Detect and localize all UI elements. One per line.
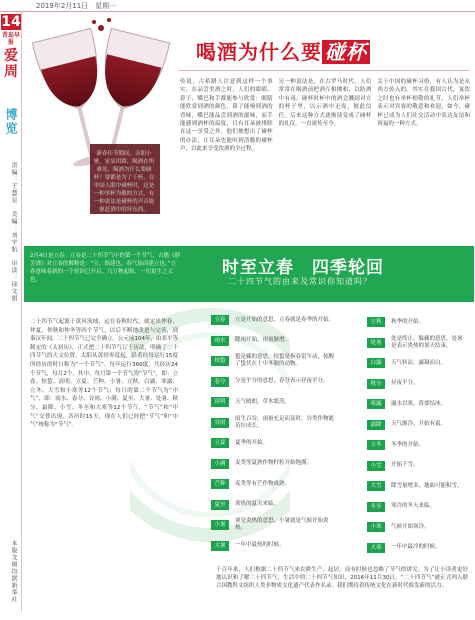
term-row (211, 495, 336, 516)
term-row (367, 394, 467, 415)
term-row (367, 538, 467, 559)
term-row (211, 474, 336, 495)
term-desc: 麦类等夏熟作物籽粒开始饱满。 (235, 460, 313, 467)
term-desc: 寒冷的冬天来临。 (391, 503, 436, 510)
term-desc: 麦类等有芒作物成熟。 (235, 480, 291, 487)
wine-quote: 新春佳节期间，亲朋小聚，家宴团圆，喝酒在所难免。喝酒为什么要碰杯？要都是为了干杯，在中国人眼中碰杯时，这是一种举杯为敬的方式，有一种说法是碰杯的声音能驱赶酒中的坏东西。 (93, 151, 155, 213)
term-badge: 白露 (367, 358, 385, 368)
solar-intro: 2月4日是立春。立春是二十四节气中的第一个节气，古籍《群芳谱》对立春的解释是：“立，始建也。春气始而建立也。”立春意味着新的一个轮回已开启，乃万物起始、一切更生之义也。 (30, 253, 181, 283)
term-row (211, 310, 336, 331)
term-desc: 一年中最热的时候。 (235, 542, 285, 549)
page-header (0, 0, 475, 12)
solar-subtitle: 二十四节气的由来及常识你知道吗？ (228, 277, 372, 286)
term-row (367, 497, 467, 518)
term-desc: 天气渐冷，开始有霜。 (391, 421, 447, 428)
term-desc: 暑是炎热的意思，小暑就是气候开始炎热。 (235, 518, 329, 532)
solar-title: 时至立春 四季轮回 (222, 258, 384, 278)
term-row (367, 476, 467, 497)
term-desc: 降雪量增多，地面可能积雪。 (391, 482, 463, 489)
term-badge: 大暑 (211, 541, 229, 551)
term-row (211, 413, 336, 434)
term-desc: 处是终止、躲藏的意思，处暑是表示炎热的暑天结束。 (391, 335, 463, 349)
term-row (211, 392, 336, 413)
term-desc: 蛰是藏的意思，惊蛰是指春雷乍动，惊醒了蛰伏在土中冬眠的动物。 (235, 354, 335, 368)
term-desc: 天气转凉，露凝而白。 (391, 359, 447, 366)
side-column (0, 12, 22, 620)
term-desc: 夏季的开始。 (235, 439, 269, 446)
term-row (211, 433, 336, 454)
term-row (211, 454, 336, 475)
term-desc: 降雨开始，雨量渐增。 (235, 337, 291, 344)
term-badge: 雨水 (211, 336, 229, 346)
article-title-accent: 碰杯 (322, 40, 370, 64)
term-desc: 分是平分的意思，春分表示昼夜平分。 (235, 378, 329, 385)
term-row (211, 515, 336, 536)
article-title (196, 36, 436, 65)
term-desc: 气候开始寒冷。 (391, 523, 430, 530)
term-badge: 冬至 (367, 502, 385, 512)
term-row (211, 351, 336, 372)
term-desc: 昼夜平分。 (391, 380, 419, 387)
term-row (367, 312, 467, 333)
article-title-prefix: 喝酒为什么要 (196, 40, 322, 64)
term-row (367, 435, 467, 456)
term-badge: 清明 (211, 397, 229, 407)
term-desc: 秋季的开始。 (391, 318, 425, 325)
term-badge: 春分 (211, 377, 229, 387)
solar-terms-right (367, 312, 467, 558)
term-desc: 露水以寒，将要结冰。 (391, 400, 447, 407)
term-badge: 立夏 (211, 438, 229, 448)
section-logo: 爱周 (4, 48, 18, 80)
term-badge: 夏至 (211, 500, 229, 510)
term-row (367, 374, 467, 395)
term-row (367, 415, 467, 436)
term-row (211, 372, 336, 393)
term-desc: 冬季的开始。 (391, 441, 425, 448)
term-badge: 大雪 (367, 481, 385, 491)
term-badge: 立冬 (367, 440, 385, 450)
term-badge: 寒露 (367, 399, 385, 409)
article-column-2: 另一种说法是，在古罗马时代，人们常常在喝酒前把酒互相掺和，以防酒中有毒。碰杯时杯中的酒会溅到对方的杯子里，以示酒中无毒，彼此信任。后来这种方式逐渐演变成了碰杯的礼仪，一直流传至今。 (278, 79, 372, 128)
term-row (367, 517, 467, 538)
term-badge: 立秋 (367, 317, 385, 327)
term-badge: 霜降 (367, 420, 385, 430)
term-desc: 立是开始的意思，立春就是春季的开始。 (235, 316, 335, 323)
article-column-3: 关于中国的碰杯习俗，有人认为是从西方传入的。其实在我国古代，宴饮之时也有举杯相敬的礼节，人们举杯表示对宾客的敬意和欢迎，如今，碰杯已成为人们社交活动中表达友谊和祝福的一种方式。 (377, 79, 471, 128)
publisher-note: 本版文图均据新华社 (10, 540, 17, 603)
solar-body: 二十四节气起源于黄河流域，远在春秋时代，就定出仲春、仲夏、仲秋和仲冬等四个节气。以后不断地改进与完善，到秦汉年间，二十四节气已完全确立。公元前104年，由邓平等制定的《太初历》，正式把二十四节气订于历法，明确了二十四节气的天文位置。太阳从黄经零度起，沿黄经每运行15度所经历的时日称为“一个节气”。每年运行360度，共经历24个节气，每月2个。其中，每月第一个节气为“节气”，即：立春、惊蛰、清明、立夏、芒种、小暑、立秋、白露、寒露、立冬、大雪和小寒等12个节气；每月的第二个节气为“中气”，即：雨水、春分、谷雨、小满、夏至、大暑、处暑、秋分、霜降、小雪、冬至和大寒等12个节气。“节气”和“中气”交替出现，各历时15天，现在人们已经把“节气”和“中气”统称为“节气”。 (30, 319, 178, 429)
term-row (211, 536, 336, 557)
term-desc: 一年中最冷的时候。 (391, 544, 441, 551)
term-badge: 芒种 (211, 479, 229, 489)
term-row (367, 353, 467, 374)
solar-footnote: 千百年来，人们根据二十四节气来农耕生产、起居，而有时候也忽略了节气的讲究。为了让小读者更好地认识和了解二十四节气，生活中的二十四节气知识，2016年11月30日，“二十四节气”被正式列入联合国教科文组织人类非物质文化遗产代表作名录。我们期待着传统文化在新时代焕发新的活力。 (216, 567, 468, 589)
term-badge: 惊蛰 (211, 356, 229, 366)
term-badge: 小寒 (367, 522, 385, 532)
term-badge: 小暑 (211, 520, 229, 530)
term-desc: 天气晴朗，草木繁茂。 (235, 398, 291, 405)
article-body (180, 78, 470, 240)
term-badge: 谷雨 (211, 418, 229, 428)
term-badge: 小雪 (367, 461, 385, 471)
staff-credits: 责编：王慧星 美编：刘宇航 审读：徐文娟 (10, 162, 17, 302)
section-name: 博览 (4, 108, 18, 136)
term-badge: 小满 (211, 459, 229, 469)
term-desc: 开始下雪。 (391, 462, 419, 469)
page-number: 14 (1, 14, 21, 30)
term-badge: 大寒 (367, 543, 385, 553)
article-column-1: 传说，古希腊人注意到这样一个事实，在品尝美酒之时，人们的眼睛、鼻子、嘴巴和手都能参与欣赏：眼睛能欣赏到酒的颜色，鼻子能嗅到酒的香味，嘴巴能品尝到酒的滋味，而手能感到酒杯的温度，只有耳朵被排除在这一享受之外。他们便想出了碰杯的办法，让耳朵也能听到清脆的碰杯声，以此来享受饮酒的全过程。 (180, 79, 273, 153)
solar-terms-left (211, 310, 336, 556)
term-row (211, 331, 336, 352)
term-row (367, 333, 467, 354)
title-divider (178, 70, 470, 71)
term-badge: 立春 (211, 315, 229, 325)
term-row (367, 456, 467, 477)
term-badge: 秋分 (367, 379, 385, 389)
term-desc: 雨生百谷，雨量充足而及时，谷类作物能茁壮成长。 (235, 415, 335, 429)
term-desc: 炎热的夏天来临。 (235, 501, 280, 508)
term-badge: 处暑 (367, 338, 385, 348)
side-divider (21, 12, 22, 612)
paper-tag: 青岛早报 (1, 32, 20, 46)
header-date: 2019年2月11日 星期一 (36, 2, 117, 10)
